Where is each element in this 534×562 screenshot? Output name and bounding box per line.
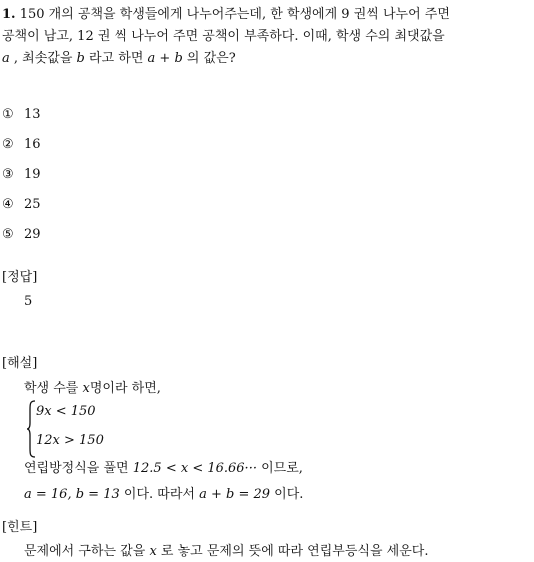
explanation-text: 명이라 하면, — [89, 381, 161, 396]
choice-mark: ③ — [2, 167, 14, 182]
explanation-text: 연립방정식을 풀면 — [24, 461, 129, 476]
hint-text: 로 놓고 문제의 뜻에 따라 연립부등식을 세운다. — [160, 544, 429, 559]
hint-body — [24, 542, 428, 562]
hint-label: [힌트] — [2, 520, 38, 535]
inequality-2: 12x > 150 — [36, 433, 104, 448]
left-brace-icon — [26, 400, 36, 458]
inequality-1: 9x < 150 — [36, 404, 96, 419]
choice-2[interactable] — [2, 134, 302, 164]
answer-label: [정답] — [2, 270, 38, 285]
question-block — [2, 4, 532, 70]
explanation-label: [해설] — [2, 356, 38, 371]
choice-value: 19 — [24, 167, 41, 182]
var-x: x — [82, 381, 90, 396]
expr-a-plus-b: a + b — [147, 51, 183, 66]
question-text-segment: 의 값은? — [186, 51, 236, 66]
answer-value: 5 — [24, 294, 33, 309]
choice-1[interactable] — [2, 104, 302, 134]
var-a: a — [2, 51, 10, 66]
choice-list — [2, 104, 302, 254]
question-text-segment: , 최솟값을 — [13, 51, 73, 66]
choice-value: 16 — [24, 137, 41, 152]
question-text-line-2: 공책이 남고, 12 권 씩 나누어 주면 공책이 부족하다. 이때, 학생 수의 최댓값을 — [2, 29, 445, 44]
question-number: 1. — [2, 7, 16, 22]
choice-value: 29 — [24, 227, 41, 242]
choice-value: 13 — [24, 107, 41, 122]
explanation-body — [24, 378, 524, 506]
question-text-line-1: 150 개의 공책을 학생들에게 나누어주는데, 한 학생에게 9 권씩 나누어 주면 — [19, 7, 450, 22]
var-b: b — [76, 51, 85, 66]
hint-text: 문제에서 구하는 값을 — [24, 544, 146, 559]
var-x: x — [149, 544, 157, 559]
explanation-line-1 — [24, 378, 524, 400]
choice-3[interactable] — [2, 164, 302, 194]
explanation-text: 이다. 따라서 — [123, 487, 195, 502]
choice-mark: ② — [2, 137, 14, 152]
explanation-line-4 — [24, 484, 524, 506]
sum-expression: a + b = 29 — [199, 487, 271, 502]
explanation-text: 이므로, — [261, 461, 303, 476]
question-text-segment: 라고 하면 — [89, 51, 144, 66]
choice-value: 25 — [24, 197, 41, 212]
choice-mark: ④ — [2, 197, 14, 212]
choice-5[interactable] — [2, 224, 302, 254]
question-line-3 — [2, 48, 532, 70]
solution-range: 12.5 < x < 16.66··· — [132, 461, 257, 476]
explanation-text: 학생 수를 — [24, 381, 79, 396]
choice-mark: ① — [2, 107, 14, 122]
choice-4[interactable] — [2, 194, 302, 224]
question-line-1 — [2, 4, 532, 26]
inequality-system — [26, 400, 524, 458]
choice-mark: ⑤ — [2, 227, 14, 242]
values-a-b: a = 16, b = 13 — [24, 487, 120, 502]
explanation-line-3 — [24, 458, 524, 480]
explanation-text: 이다. — [274, 487, 304, 502]
